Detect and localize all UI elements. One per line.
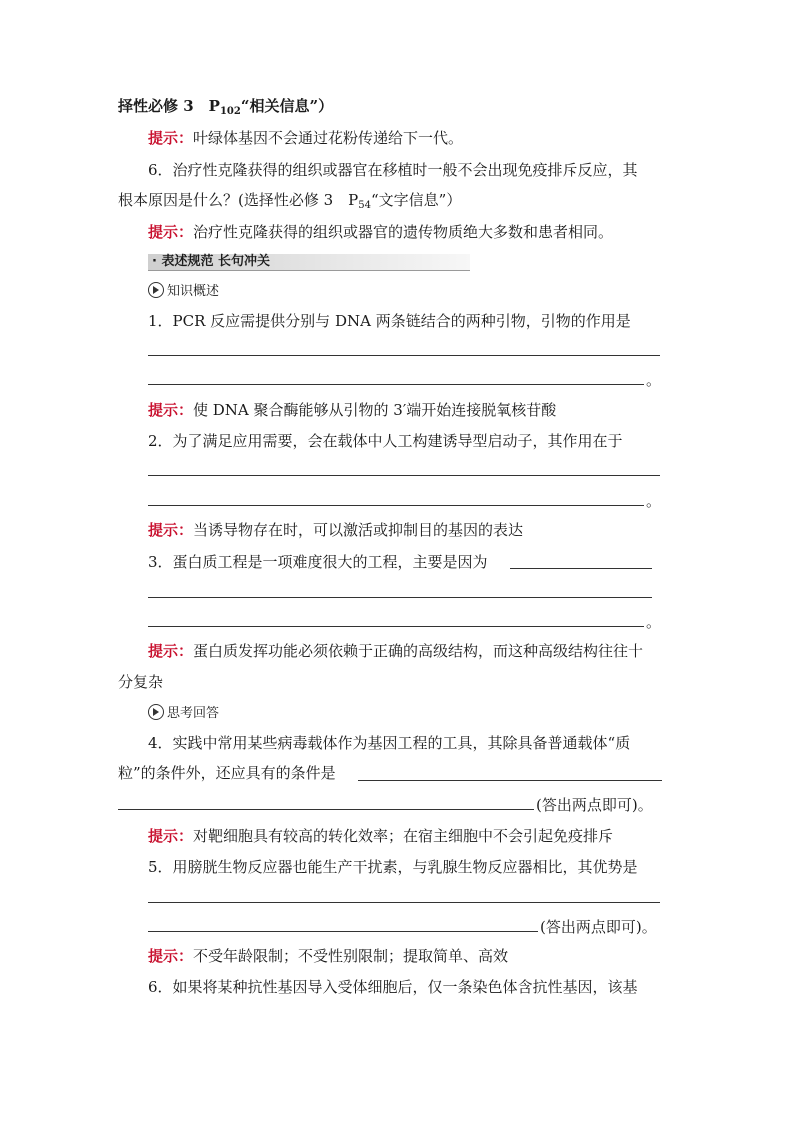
hint-label: 提示： <box>148 642 194 660</box>
play-circle-icon <box>148 704 164 720</box>
hint-3: 提示：使 DNA 聚合酶能够从引物的 3′端开始连接脱氧核苷酸 <box>148 401 557 419</box>
play-circle-icon <box>148 282 164 298</box>
hint-2: 提示：治疗性克隆获得的组织或器官的遗传物质绝大多数和患者相同。 <box>148 223 614 241</box>
hint-label: 提示： <box>148 827 194 845</box>
hint-6: 提示：对靶细胞具有较高的转化效率；在宿主细胞中不会引起免疫排斥 <box>148 827 614 845</box>
hint-label: 提示： <box>148 223 194 241</box>
question-6-line-2: 根本原因是什么？(选择性必修 3 $P_{54}“$文字信息”） <box>118 191 462 211</box>
knowledge-5: 5．用膀胱生物反应器也能生产干扰素，与乳腺生物反应器相比，其优势是 <box>148 858 638 876</box>
answer-blank[interactable] <box>148 597 652 598</box>
knowledge-1: 1．PCR 反应需提供分别与 DNA 两条链结合的两种引物，引物的作用是 <box>148 312 631 330</box>
hint-5-cont: 分复杂 <box>118 673 164 691</box>
subheading-think: 思考回答 <box>148 704 219 722</box>
answer-blank[interactable] <box>148 931 538 932</box>
answer-blank[interactable] <box>148 355 660 356</box>
hint-label: 提示： <box>148 401 194 419</box>
question-6-line-1: 6．治疗性克隆获得的组织或器官在移植时一般不会出现免疫排斥反应，其 <box>148 161 638 179</box>
knowledge-4-line-1: 4．实践中常用某些病毒载体作为基因工程的工具，其除具备普通载体“质 <box>148 734 631 752</box>
hint-5: 提示：蛋白质发挥功能必须依赖于正确的高级结构，而这种高级结构往往十 <box>148 642 644 660</box>
hint-label: 提示： <box>148 521 194 539</box>
answer-blank[interactable] <box>148 384 644 385</box>
answer-blank[interactable] <box>510 568 652 569</box>
answer-blank[interactable] <box>148 475 660 476</box>
period: 。 <box>646 613 662 631</box>
hint-7: 提示：不受年龄限制；不受性别限制；提取简单、高效 <box>148 947 509 965</box>
hint-label: 提示： <box>148 129 194 147</box>
reference-line: 择性必修 3 $P_{102}“$相关信息”） <box>118 97 334 117</box>
answer-blank[interactable] <box>358 780 662 781</box>
period: 。 <box>646 371 662 389</box>
answer-blank[interactable] <box>148 505 644 506</box>
hint-label: 提示： <box>148 947 194 965</box>
knowledge-3: 3．蛋白质工程是一项难度很大的工程，主要是因为 <box>148 553 488 571</box>
knowledge-2: 2．为了满足应用需要，会在载体中人工构建诱导型启动子，其作用在于 <box>148 432 623 450</box>
section-header: · 表述规范 长句冲关 <box>148 254 470 271</box>
knowledge-6: 6．如果将某种抗性基因导入受体细胞后，仅一条染色体含抗性基因，该基 <box>148 978 638 996</box>
answer-blank[interactable] <box>118 809 534 810</box>
period: 。 <box>646 492 662 510</box>
hint-4: 提示：当诱导物存在时，可以激活或抑制目的基因的表达 <box>148 521 524 539</box>
answer-note: (答出两点即可)。 <box>536 796 653 814</box>
answer-blank[interactable] <box>148 626 644 627</box>
knowledge-4-line-2: 粒”的条件外，还应具有的条件是 <box>118 764 336 782</box>
subheading-knowledge: 知识概述 <box>148 282 219 300</box>
answer-blank[interactable] <box>148 902 660 903</box>
hint-1: 提示：叶绿体基因不会通过花粉传递给下一代。 <box>148 129 464 147</box>
answer-note: (答出两点即可)。 <box>540 918 657 936</box>
